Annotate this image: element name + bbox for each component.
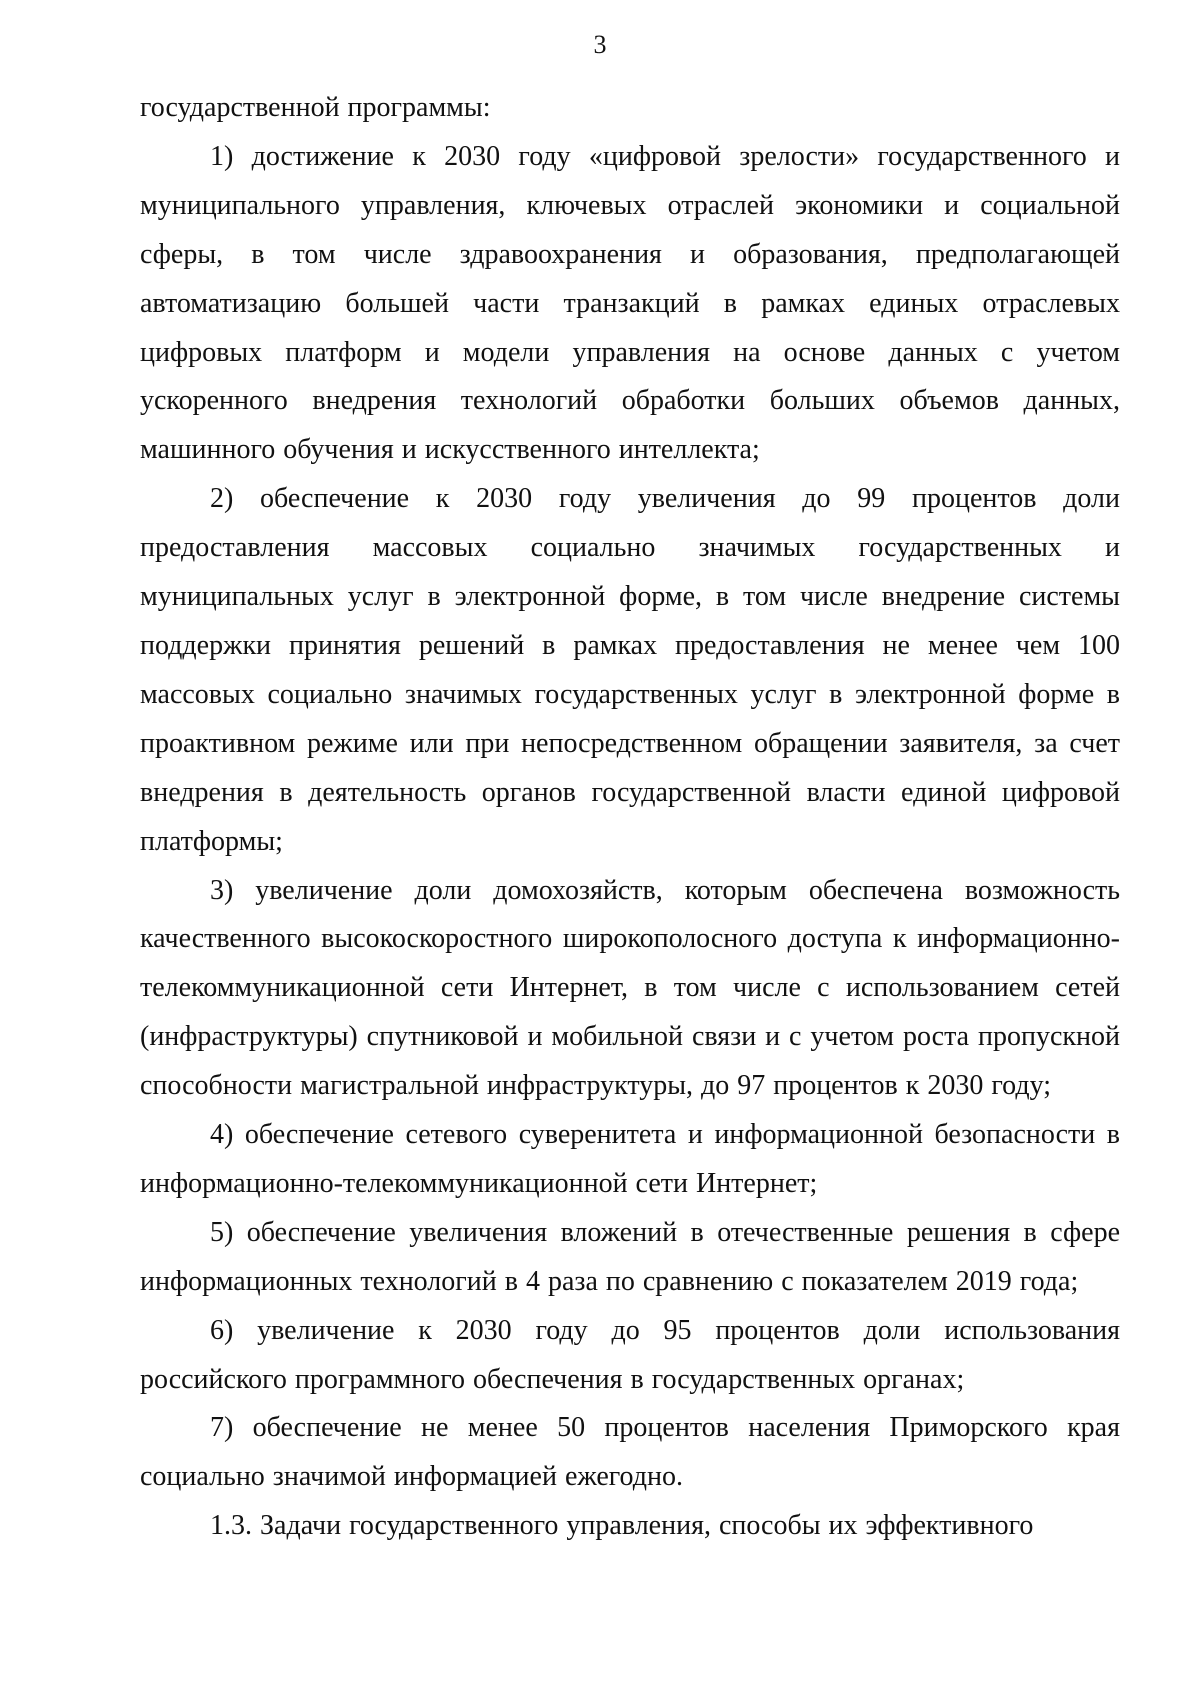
paragraph-item-5: 5) обеспечение увеличения вложений в отечественные решения в сфере информационных технологий в 4 раза по сравнению с показателем 2019 года; (140, 1216, 1120, 1297)
paragraph-continuation: государственной программы: (140, 92, 491, 123)
paragraph-item-3: 3) увеличение доли домохозяйств, которым обеспечена возможность качественного высокоскоростного широкополосного доступа к информационно-телекоммуникационной сети Интернет, в том числе с использованием сетей (инфраструктуры) спутниковой и мобильной связи и с учетом роста пропускной способности магистральной инфраструктуры, до 97 процентов к 2030 году; (140, 874, 1120, 1102)
page-number: 3 (593, 30, 607, 59)
section-heading-1-3: 1.3. Задачи государственного управления, способы их эффективного (210, 1510, 1034, 1542)
paragraph-item-2: 2) обеспечение к 2030 году увеличения до 99 процентов доли предоставления массовых социально значимых государственных и муниципальных услуг в электронной форме, в том числе внедрение системы поддержки принятия решений в рамках предоставления не менее чем 100 массовых социально значимых государственных услуг в электронной форме в проактивном режиме или при непосредственном обращении заявителя, за счет внедрения в деятельность органов государственной власти единой цифровой платформы; (140, 483, 1120, 857)
paragraph-item-1: 1) достижение к 2030 году «цифровой зрелости» государственного и муниципального управления, ключевых отраслей экономики и социальной сферы, в том числе здравоохранения и образования, предполагающей автоматизацию большей части транзакций в рамках единых отраслевых цифровых платформ и модели управления на основе данных с учетом ускоренного внедрения технологий обработки больших объемов данных, машинного обучения и искусственного интеллекта; (140, 140, 1120, 466)
paragraph-item-7: 7) обеспечение не менее 50 процентов населения Приморского края социально значимой информацией ежегодно. (140, 1412, 1120, 1493)
document-body (140, 84, 1120, 1551)
paragraph-item-4: 4) обеспечение сетевого суверенитета и информационной безопасности в информационно-телекоммуникационной сети Интернет; (140, 1119, 1120, 1199)
paragraph-item-6: 6) увеличение к 2030 году до 95 процентов доли использования российского программного обеспечения в государственных органах; (140, 1314, 1120, 1395)
